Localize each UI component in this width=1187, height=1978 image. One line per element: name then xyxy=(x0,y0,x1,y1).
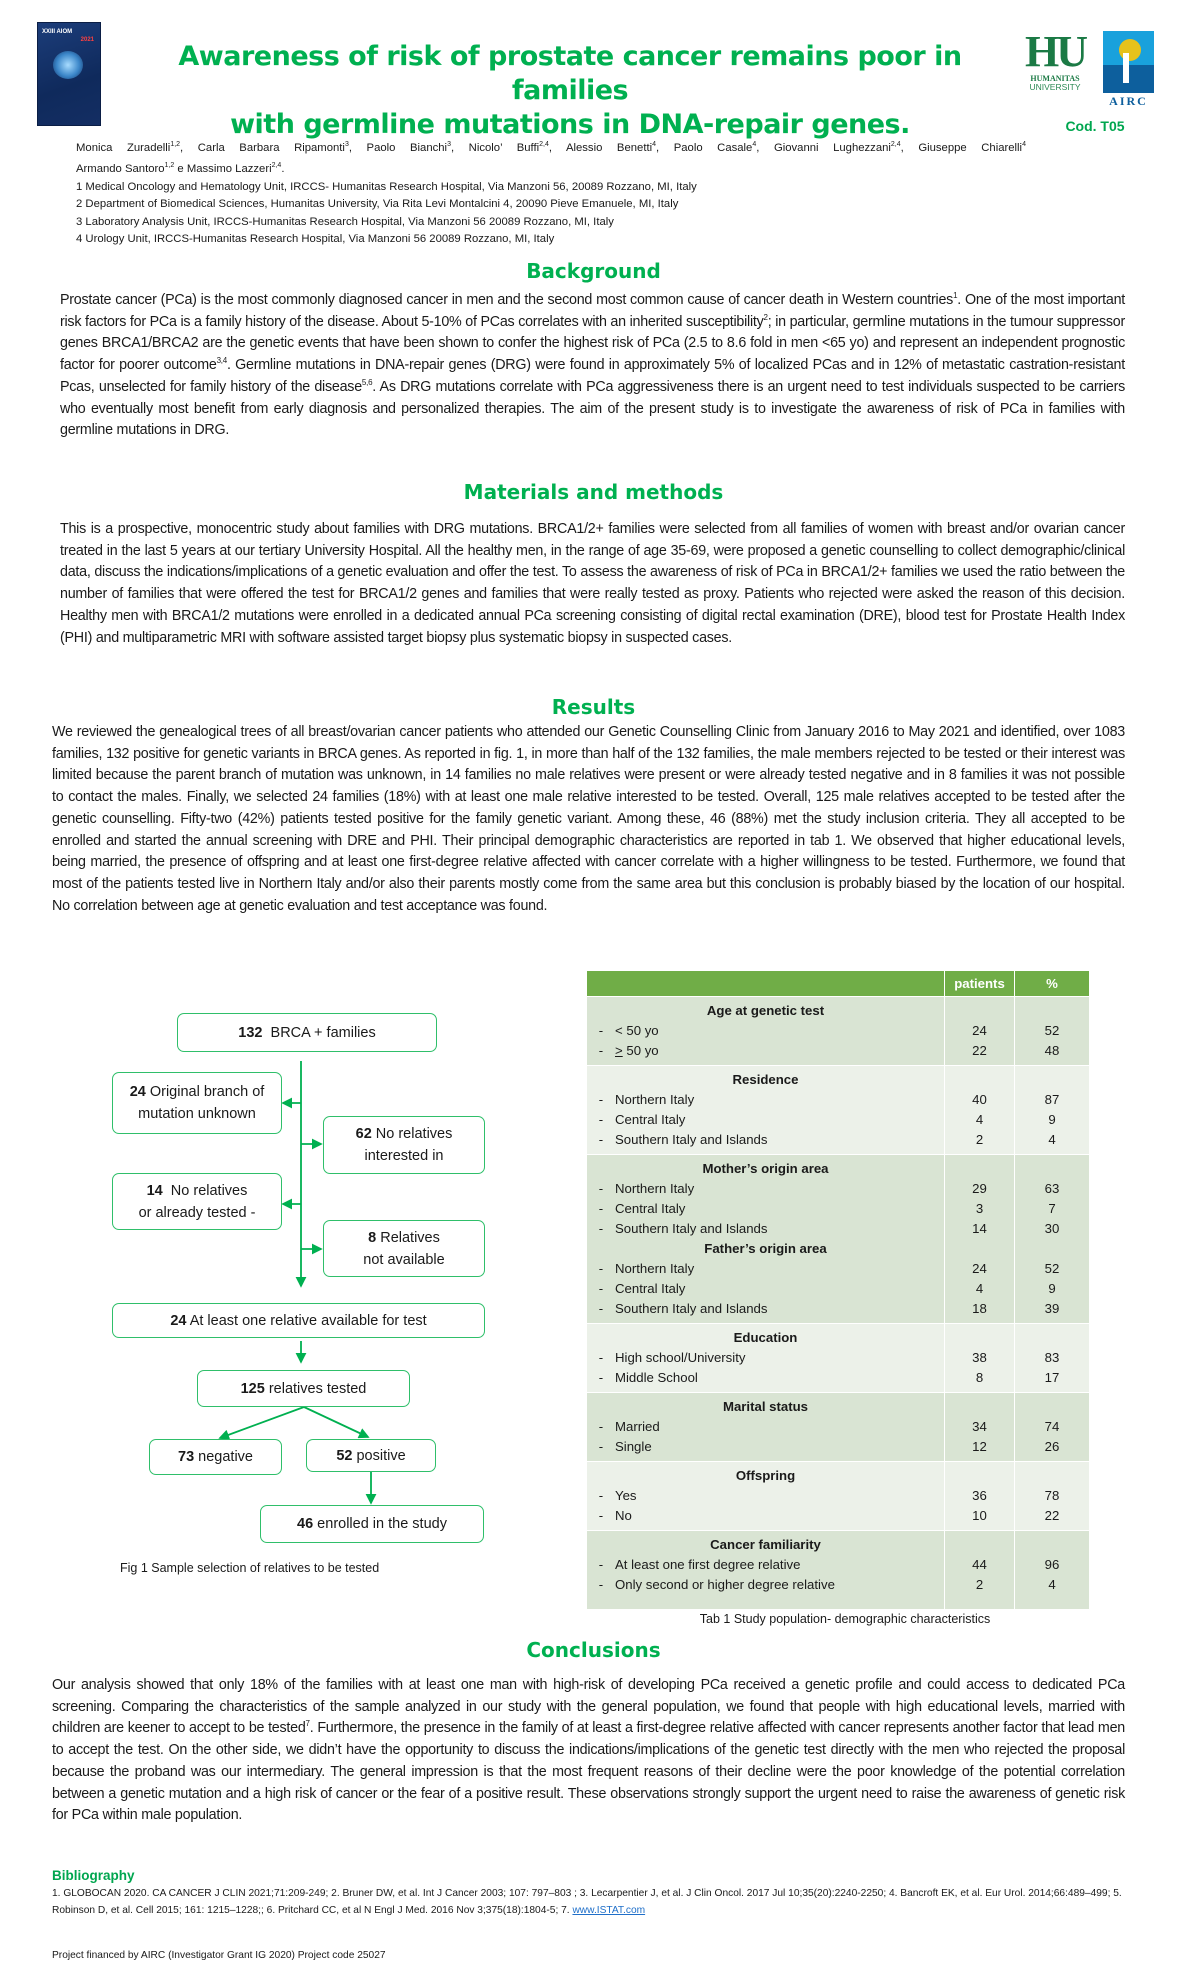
group-patients xyxy=(944,1324,1014,1392)
text-run: . One of the most important risk factors for PCa is a family history of the disease. About 5-10% of PCas correlates with an inherited susceptibility xyxy=(60,292,1125,330)
author-name: Giovanni Lughezzani xyxy=(773,141,891,154)
group-title: Age at genetic test xyxy=(706,1003,825,1018)
row-label xyxy=(587,1259,944,1279)
title-line-2: with germline mutations in DNA-repair genes. xyxy=(230,109,910,140)
node-count: 73 xyxy=(178,1449,195,1465)
node-label xyxy=(297,1513,447,1535)
hu-line1: HUMANITAS xyxy=(1030,74,1080,83)
bullet-dash: - xyxy=(598,1112,604,1127)
row-label-text: Northern Italy xyxy=(615,1261,695,1276)
row-label xyxy=(587,1090,944,1110)
group-labels xyxy=(587,1066,944,1154)
spacer xyxy=(1015,1328,1089,1348)
group-title: Father’s origin area xyxy=(704,1241,827,1256)
node-label xyxy=(147,1180,248,1202)
istat-link[interactable]: www.ISTAT.com xyxy=(572,1904,646,1916)
author-affiliation: 1,2 xyxy=(164,162,175,170)
group-labels xyxy=(587,1324,944,1392)
group-percent xyxy=(1014,1393,1089,1461)
text-run: Prostate cancer (PCa) is the most commonly diagnosed cancer in men and the second most common cause of cancer death in Western countries xyxy=(60,292,954,308)
node-label xyxy=(178,1446,253,1468)
bullet-dash: - xyxy=(598,1043,604,1058)
text-run: . As DRG mutations correlate with PCa aggressiveness there is an urgent need to test individuals suspected to be carriers who eventually most benefit from early diagnosis and personalized therapies. The aim of the present study is to investigate the awareness of risk of PCa in families with germline mutations in DRG. xyxy=(60,378,1125,439)
row-percent: 87 xyxy=(1044,1092,1060,1107)
punct: . xyxy=(281,163,285,176)
node-count: 24 xyxy=(129,1084,146,1100)
node-text: Original branch of xyxy=(145,1084,265,1100)
spacer xyxy=(945,1239,1014,1259)
group-percent xyxy=(1014,1324,1089,1392)
hu-line2: UNIVERSITY xyxy=(1029,82,1081,92)
bullet-dash: - xyxy=(598,1557,604,1572)
row-percent: 4 xyxy=(1048,1132,1056,1147)
node-text: positive xyxy=(352,1447,406,1464)
authors-block xyxy=(76,136,1026,249)
node-text: No relatives xyxy=(162,1182,248,1199)
row-label-text: Central Italy xyxy=(615,1112,686,1127)
bullet-dash: - xyxy=(598,1181,604,1196)
table-group xyxy=(587,1461,1089,1530)
author-name: Nicolo’ Buffi xyxy=(468,141,540,154)
group-labels xyxy=(587,1155,944,1323)
row-label-text: No xyxy=(615,1508,632,1523)
funding-note: Project financed by AIRC (Investigator Grant IG 2020) Project code 25027 xyxy=(52,1950,386,1961)
author-list-line2 xyxy=(76,157,1026,178)
row-patients: 3 xyxy=(975,1201,984,1216)
row-percent: 17 xyxy=(1044,1370,1060,1385)
row-label xyxy=(587,1279,944,1299)
author-name: Carla Barbara Ripamonti xyxy=(197,141,345,154)
row-percent: 4 xyxy=(1048,1577,1056,1592)
node-positive xyxy=(306,1439,436,1472)
node-label xyxy=(356,1123,453,1145)
table-group xyxy=(587,1065,1089,1154)
poster-code: Cod. T05 xyxy=(1065,118,1125,134)
node-count: 14 xyxy=(146,1182,163,1199)
row-percent: 52 xyxy=(1044,1023,1060,1038)
row-patients: 38 xyxy=(972,1350,987,1365)
arrow-to-negative xyxy=(220,1407,304,1438)
row-patients: 24 xyxy=(972,1261,987,1276)
table-caption: Tab 1 Study population- demographic characteristics xyxy=(699,1612,991,1626)
row-patients: 2 xyxy=(975,1132,984,1147)
table-header xyxy=(587,971,1089,996)
row-label xyxy=(587,1368,944,1388)
row-percent: 9 xyxy=(1048,1112,1056,1127)
author-name: e Massimo Lazzeri xyxy=(174,163,272,176)
airc-text: AIRC xyxy=(1109,94,1148,108)
background-text xyxy=(60,290,1125,442)
row-label-text: Only second or higher degree relative xyxy=(615,1577,835,1592)
row-label xyxy=(587,1348,944,1368)
author-list: Monica Zuradelli$^{1,2}$, Carla Barbara Ripamonti$^3$, Paolo Bianchi$^3$, Nicolo’ Buffi$^{2,4}$, Alessio Benetti$^4$, Paolo Casale$^4$, Giovanni Lughezzani$^{2,4}$, Giuseppe Chiarelli$^4$ xyxy=(76,141,1026,154)
node-count: 46 xyxy=(297,1516,314,1532)
group-title: Education xyxy=(733,1330,798,1345)
node-text: or already tested - xyxy=(138,1204,256,1221)
header-patients: patients xyxy=(944,971,1014,996)
node-label xyxy=(241,1378,367,1400)
spacer xyxy=(1015,1535,1089,1555)
bibliography-text xyxy=(52,1886,1152,1919)
row-label xyxy=(587,1486,944,1506)
node-not-available xyxy=(323,1220,485,1277)
spacer xyxy=(945,1397,1014,1417)
group-title: Mother’s origin area xyxy=(702,1161,829,1176)
row-label-text: Southern Italy and Islands xyxy=(615,1221,768,1236)
author-affiliation: 4 xyxy=(752,141,757,148)
row-label-text: Single xyxy=(615,1439,652,1454)
text-run: . Furthermore, the presence in the family of at least a first-degree relative affected with cancer represents another factor that lead men to accept the test. On the other side, we didn’t have the opportunity to discuss the indications/implications of the genetic test directly with the men who rejected the proposal because the proband was our intermediary. The general impression is that the most frequent reasons of their decline were the poor knowledge of the potential correlation between a genetic mutation and a high risk of cancer or the fear of a positive result. These observations strongly support the urgent need to raise the awareness of genetic risk for PCa within male population. xyxy=(52,1720,1125,1824)
row-percent: 83 xyxy=(1044,1350,1060,1365)
group-patients xyxy=(944,1066,1014,1154)
text-run: ; in particular, germline mutations in the tumour suppressor genes BRCA1/BRCA2 are the genetic events that have been shown to confer the highest risk of PCa (2.5 to 8.6 fold in men <65 yo) and represent an independent prognostic factor for poorer outcome xyxy=(60,313,1125,374)
group-percent xyxy=(1014,997,1089,1065)
author-affiliation: 2,4 xyxy=(271,162,282,170)
conclusions-heading: Conclusions xyxy=(526,1638,661,1662)
author-affiliation: 3 xyxy=(344,141,349,148)
cover-year: 2021 xyxy=(80,37,94,43)
text-run: Our analysis showed that only 18% of the families with at least one man with high-risk of developing PCa received a genetic profile and could access to dedicated PCa screening. Comparing the characteristics of the sample analyzed in our study with the general population, we found that people with high educational levels, married with children are keener to accept to be tested xyxy=(52,1677,1125,1737)
citation-ref: 7 xyxy=(305,1719,310,1729)
spacer xyxy=(1015,1159,1089,1179)
references: 1. GLOBOCAN 2020. CA CANCER J CLIN 2021;71:209-249; 2. Bruner DW, et al. Int J Cancer 2003; 107: 797–803 ; 3. Lecarpentier J, et al. J Clin Oncol. 2017 Jul 10;35(20):2240-2250; 4. Bancroft EK, et al. Eur Urol. 2014;66:489–499; 5. Robinson D, et al. Cell 2015; 161: 1215–1228;; 6. Pritchard CC, et al N Engl J Med. 2016 Nov 3;375(18):1804-5; 7. xyxy=(52,1888,1122,1916)
affiliation-2: 2 Department of Biomedical Sciences, Humanitas University, Via Rita Levi Montalcini 4, 20090 Pieve Emanuele, MI, Italy xyxy=(76,198,679,211)
row-label xyxy=(587,1506,944,1526)
node-count: 62 xyxy=(355,1126,372,1142)
node-label xyxy=(336,1445,405,1467)
author-affiliation: 1,2 xyxy=(170,141,181,148)
bullet-dash: - xyxy=(598,1201,604,1216)
bullet-dash: - xyxy=(598,1439,604,1454)
bullet-dash: - xyxy=(598,1419,604,1434)
poster-title xyxy=(130,40,1010,142)
node-enrolled xyxy=(260,1505,484,1543)
citation-ref: 5,6 xyxy=(361,378,373,388)
row-percent: 22 xyxy=(1044,1508,1060,1523)
author-name: Alessio Benetti xyxy=(565,141,653,154)
node-text: negative xyxy=(194,1449,253,1465)
node-branch-unknown xyxy=(112,1072,282,1134)
node-label xyxy=(368,1227,440,1249)
row-label-text: Southern Italy and Islands xyxy=(615,1301,768,1316)
header-percent: % xyxy=(1014,971,1089,996)
author-affiliation: 4 xyxy=(1022,141,1026,148)
bullet-dash: - xyxy=(598,1261,604,1276)
author-affiliation: 2,4 xyxy=(539,141,549,148)
bullet-dash: - xyxy=(598,1350,604,1365)
row-patients: 10 xyxy=(972,1508,987,1523)
row-label-text: Northern Italy xyxy=(615,1181,695,1196)
author-name: Paolo Bianchi xyxy=(366,141,448,154)
node-text: Relatives xyxy=(376,1229,440,1246)
methods-heading: Materials and methods xyxy=(463,480,724,504)
row-patients: 24 xyxy=(972,1023,987,1038)
row-patients: 40 xyxy=(972,1092,987,1107)
spacer xyxy=(1015,1001,1089,1021)
methods-text: This is a prospective, monocentric study about families with DRG mutations. BRCA1/2+ families were selected from all families of women with breast and/or ovarian cancer treated in the last 5 years at our tertiary University Hospital. All the healthy men, in the range of age 35-69, were proposed a genetic counselling to collect demographic/clinical data, discuss the indications/implications of a genetic evaluation and offer the test. To assess the awareness of risk of PCa in BRCA1/2+ families we used the ratio between the number of families that were offered the test for BRCA1/2 genes and families that were really tested as proxy. Patients who rejected were asked the reason of this decision. Healthy men with BRCA1/2 mutations were enrolled in a dedicated annual PCa screening consisting of digital rectal examination (DRE), blood test for Prostate Health Index (PHI) and multiparametric MRI with software assisted target biopsy plus systematic biopsy in suspected cases. xyxy=(60,521,1125,646)
bullet-dash: - xyxy=(598,1023,604,1038)
row-patients: 2 xyxy=(975,1577,984,1592)
table-group xyxy=(587,1392,1089,1461)
node-text: mutation unknown xyxy=(138,1106,256,1122)
group-labels xyxy=(587,1531,944,1609)
row-percent: 7 xyxy=(1048,1201,1056,1216)
group-labels xyxy=(587,1393,944,1461)
conclusions-text xyxy=(52,1675,1125,1827)
bullet-dash: - xyxy=(598,1508,604,1523)
bullet-dash: - xyxy=(598,1132,604,1147)
bullet-dash: - xyxy=(598,1577,604,1592)
group-labels xyxy=(587,997,944,1065)
group-title: Marital status xyxy=(722,1399,808,1414)
node-brca-families xyxy=(177,1013,437,1052)
row-label xyxy=(587,1199,944,1219)
node-no-interest xyxy=(323,1116,485,1174)
row-percent: 39 xyxy=(1044,1301,1060,1316)
group-title: Residence xyxy=(732,1072,799,1087)
node-count: 24 xyxy=(170,1312,187,1329)
row-patients: 4 xyxy=(975,1112,984,1127)
row-percent: 9 xyxy=(1048,1281,1056,1296)
hu-mark: HU xyxy=(1025,27,1085,76)
group-patients xyxy=(944,1393,1014,1461)
row-label-text: Northern Italy xyxy=(615,1092,695,1107)
author-name: Armando Santoro xyxy=(76,163,165,176)
row-patients: 36 xyxy=(972,1488,987,1503)
bullet-dash: - xyxy=(598,1221,604,1236)
globe-shield-icon xyxy=(53,51,83,79)
row-percent: 78 xyxy=(1044,1488,1060,1503)
figure-caption: Fig 1 Sample selection of relatives to be tested xyxy=(120,1561,380,1575)
row-patients: 29 xyxy=(972,1181,987,1196)
airc-logo xyxy=(1103,31,1154,93)
row-label-text: Married xyxy=(615,1419,660,1434)
node-count: 8 xyxy=(368,1229,377,1246)
node-tested xyxy=(197,1370,410,1407)
row-label-text: Central Italy xyxy=(615,1201,686,1216)
row-label-text: Yes xyxy=(615,1488,637,1503)
group-percent xyxy=(1014,1066,1089,1154)
spacer xyxy=(945,1001,1014,1021)
row-percent: 74 xyxy=(1044,1419,1060,1434)
row-label xyxy=(587,1417,944,1437)
row-label-text: High school/University xyxy=(615,1350,746,1365)
node-label xyxy=(238,1022,375,1044)
bullet-dash: - xyxy=(598,1301,604,1316)
group-percent xyxy=(1014,1462,1089,1530)
spacer xyxy=(1015,1397,1089,1417)
row-label xyxy=(587,1555,944,1575)
node-text: BRCA + families xyxy=(262,1024,376,1041)
table-group xyxy=(587,996,1089,1065)
spacer xyxy=(945,1466,1014,1486)
group-patients xyxy=(944,1462,1014,1530)
group-percent xyxy=(1014,1155,1089,1323)
node-available xyxy=(112,1303,485,1338)
table-body xyxy=(587,996,1089,1609)
cover-label: XXIII AIOM xyxy=(42,29,73,35)
row-label xyxy=(587,1130,944,1150)
citation-ref: 2 xyxy=(763,312,768,322)
row-percent: 48 xyxy=(1044,1043,1060,1058)
row-label-text: At least one first degree relative xyxy=(615,1557,801,1572)
node-text: No relatives xyxy=(371,1126,453,1142)
node-text: not available xyxy=(363,1251,445,1268)
row-patients: 44 xyxy=(972,1557,987,1572)
spacer xyxy=(945,1328,1014,1348)
spacer xyxy=(945,1070,1014,1090)
row-label-text: > 50 yo xyxy=(615,1043,659,1058)
row-label xyxy=(587,1575,944,1595)
row-label-text: Southern Italy and Islands xyxy=(615,1132,768,1147)
spacer xyxy=(1015,1466,1089,1486)
microscope-icon xyxy=(1123,53,1129,83)
spacer xyxy=(1015,1070,1089,1090)
results-heading: Results xyxy=(551,695,636,719)
row-patients: 8 xyxy=(975,1370,984,1385)
row-patients: 34 xyxy=(972,1419,987,1434)
author-affiliation: 2,4 xyxy=(890,141,901,148)
header-label xyxy=(587,971,944,996)
table-group xyxy=(587,1323,1089,1392)
spacer xyxy=(945,1535,1014,1555)
row-label xyxy=(587,1041,944,1061)
row-patients: 4 xyxy=(975,1281,984,1296)
node-text: At least one relative available for test xyxy=(186,1312,427,1329)
node-no-relatives xyxy=(112,1173,282,1230)
group-patients xyxy=(944,1531,1014,1609)
author-name: Giuseppe Chiarelli xyxy=(918,141,1023,154)
bullet-dash: - xyxy=(598,1281,604,1296)
row-percent: 63 xyxy=(1044,1181,1060,1196)
row-patients: 22 xyxy=(972,1043,987,1058)
spacer xyxy=(945,1159,1014,1179)
row-label xyxy=(587,1437,944,1457)
arrow-to-positive xyxy=(304,1407,368,1437)
node-negative xyxy=(149,1439,282,1475)
bullet-dash: - xyxy=(598,1488,604,1503)
node-label xyxy=(170,1310,426,1332)
row-label xyxy=(587,1219,944,1239)
author-name: Monica Zuradelli xyxy=(76,141,171,154)
group-title: Offspring xyxy=(735,1468,796,1483)
text-run: . Germline mutations in DNA-repair genes (DRG) were found in approximately 5% of localized PCas and in 12% of metastatic castration-resistant Pcas, unselected for family history of the disease xyxy=(60,357,1125,395)
row-percent: 26 xyxy=(1044,1439,1060,1454)
bibliography-heading: Bibliography xyxy=(52,1868,135,1883)
bullet-dash: - xyxy=(598,1092,604,1107)
ge-symbol: > xyxy=(615,1043,623,1058)
spacer xyxy=(1015,1239,1089,1259)
group-percent xyxy=(1014,1531,1089,1609)
group-patients xyxy=(944,1155,1014,1323)
row-patients: 12 xyxy=(972,1439,987,1454)
node-count: 132 xyxy=(238,1024,263,1041)
row-label xyxy=(587,1299,944,1319)
affiliation-4: 4 Urology Unit, IRCCS-Humanitas Research Hospital, Via Manzoni 56 20089 Rozzano, MI, Italy xyxy=(76,233,555,246)
title-line-1: Awareness of risk of prostate cancer remains poor in families xyxy=(178,41,962,106)
node-count: 52 xyxy=(336,1447,353,1464)
background-heading: Background xyxy=(526,259,661,283)
group-labels xyxy=(587,1462,944,1530)
row-patients: 18 xyxy=(972,1301,987,1316)
row-label xyxy=(587,1179,944,1199)
row-label xyxy=(587,1110,944,1130)
row-percent: 30 xyxy=(1044,1221,1060,1236)
group-patients xyxy=(944,997,1014,1065)
author-affiliation: 3 xyxy=(447,141,451,148)
author-name: Paolo Casale xyxy=(673,141,753,154)
row-patients: 14 xyxy=(972,1221,987,1236)
row-label-text: Central Italy xyxy=(615,1281,686,1296)
row-percent: 96 xyxy=(1044,1557,1060,1572)
citation-ref: 1 xyxy=(953,291,958,301)
table-group xyxy=(587,1154,1089,1323)
bullet-dash: - xyxy=(598,1370,604,1385)
row-label-text: Middle School xyxy=(615,1370,698,1385)
node-text: relatives tested xyxy=(264,1380,367,1397)
demographics-table xyxy=(587,971,1089,1609)
citation-ref: 3,4 xyxy=(216,356,227,366)
author-affiliation: 4 xyxy=(652,141,657,148)
affiliation-3: 3 Laboratory Analysis Unit, IRCCS-Humanitas Research Hospital, Via Manzoni 56 20089 Rozzano, MI, Italy xyxy=(76,215,614,228)
results-text: We reviewed the genealogical trees of all breast/ovarian cancer patients who attended our Genetic Counselling Clinic from January 2016 to May 2021 and identified, over 1083 families, 132 positive for genetic variants in BRCA genes. As reported in fig. 1, in more than half of the 132 families, the male members rejected to be tested or their interest was limited because the parent branch of mutation was unknown, in 14 families no male relatives were present or were already tested negative and in 8 families it was not possible to contact the males. Finally, we selected 24 families (18%) with at least one male relative interested to be tested. Overall, 125 male relatives accepted to be tested after the genetic counselling. Fifty-two (42%) patients tested positive for the family genetic variant. Among these, 46 (88%) met the study inclusion criteria. They all accepted to be enrolled and started the annual screening with DRE and PHI. Their principal demographic characteristics are reported in tab 1. We observed that higher educational levels, being married, the presence of offspring and at least one first-degree relative affected with cancer correlate with a higher willingness to be tested. Furthermore, we found that most of the patients tested live in Northern Italy and/or also their parents mostly come from the same area but this conclusion is probably biased by the location of our hospital. No correlation between age at genetic evaluation and test acceptance was found. xyxy=(52,724,1125,914)
group-title: Cancer familiarity xyxy=(710,1537,821,1552)
node-count: 125 xyxy=(240,1380,265,1397)
row-label-text: < 50 yo xyxy=(615,1023,659,1038)
node-text: enrolled in the study xyxy=(313,1516,447,1532)
row-percent: 52 xyxy=(1044,1261,1060,1276)
table-group xyxy=(587,1530,1089,1609)
humanitas-logo xyxy=(1024,27,1086,100)
affiliation-1: 1 Medical Oncology and Hematology Unit, IRCCS- Humanitas Research Hospital, Via Manzoni 56, 20089 Rozzano, MI, Italy xyxy=(76,180,697,193)
row-label xyxy=(587,1021,944,1041)
node-text: interested in xyxy=(364,1148,444,1164)
congress-cover-image xyxy=(37,22,101,126)
node-label xyxy=(130,1081,265,1103)
